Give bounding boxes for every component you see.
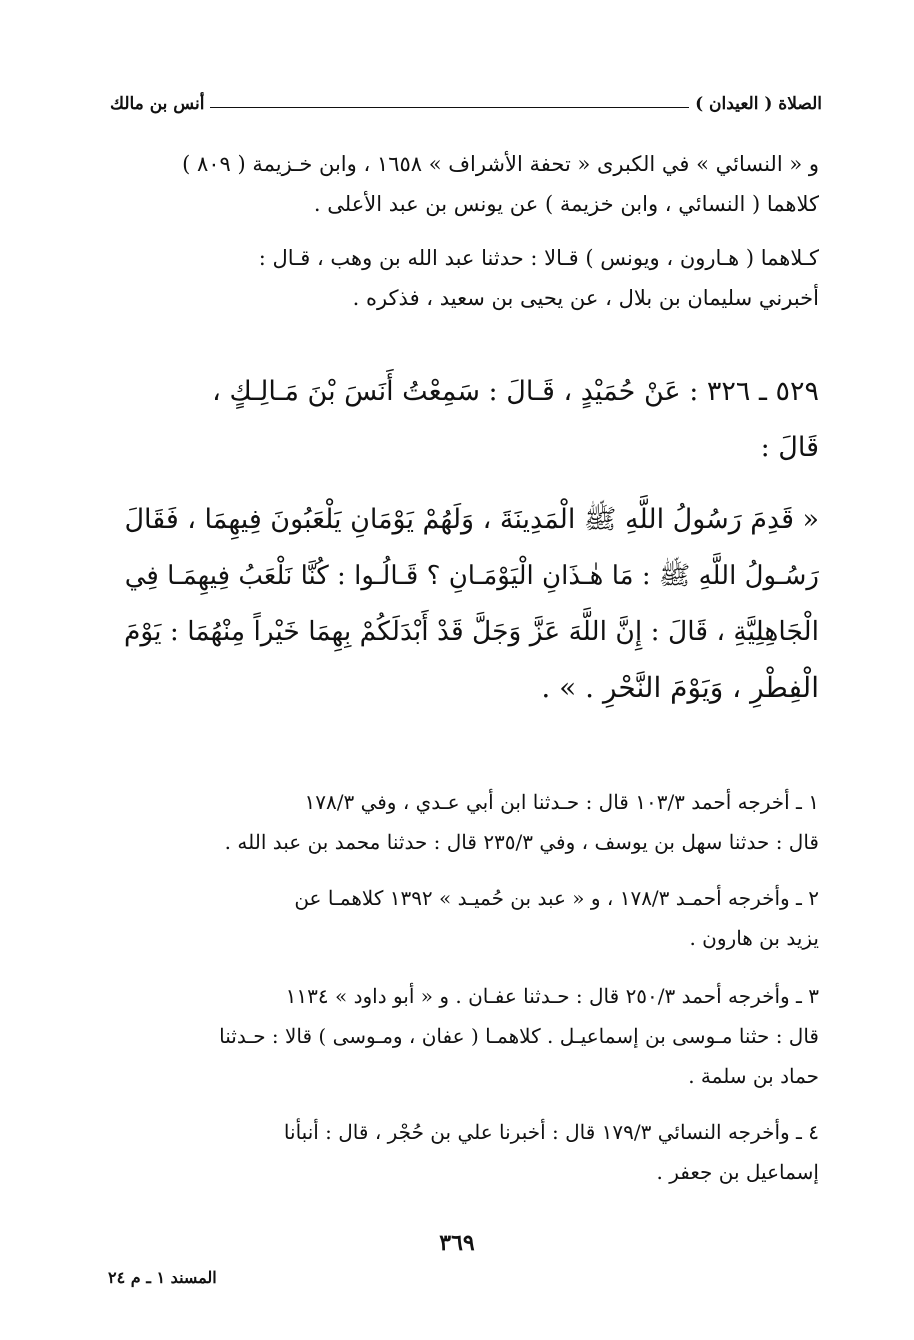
text-line: و « النسائي » في الكبرى « تحفة الأشراف » ١٦٥٨ ، وابن خـزيمة ( ٨٠٩ ) [182,152,819,176]
takhrij-note-3 [110,976,819,1096]
musnad-section-title: أنس بن مالك [110,94,205,114]
note-line: إسماعيل بن جعفر . [656,1160,819,1184]
hadith-heading-line: ٥٢٩ ـ ٣٢٦ : عَنْ حُمَيْدٍ ، قَـالَ : سَمِعْتُ أَنَسَ بْنَ مَـالِـكٍ ، [212,376,819,407]
text-line: أخبرني سليمان بن بلال ، عن يحيى بن سعيد ، فذكره . [352,286,819,310]
note-line: ١ ـ أخرجه أحمد ١٠٣/٣ قال : حـدثنا ابن أبي عـدي ، وفي ١٧٨/٣ [304,790,819,814]
note-line: قال : حثنا مـوسى بن إسماعيـل . كلاهمـا ( عفان ، ومـوسى ) قالا : حـدثنا [219,1024,819,1048]
hadith-text [110,492,819,716]
note-line: حماد بن سلمة . [688,1064,819,1088]
hadith-text-line: الْفِطْرِ ، وَيَوْمَ النَّحْرِ . » . [541,671,819,704]
note-line: ٢ ـ وأخرجه أحمـد ١٧٨/٣ ، و « عبد بن حُميـد » ١٣٩٢ كلاهمـا عن [294,886,819,910]
hadith-heading-line: قَالَ : [760,432,819,463]
page-number: ٣٦٩ [439,1230,475,1256]
printer-signature: المسند ١ ـ م ٢٤ [108,1268,217,1287]
running-header [110,88,822,114]
hadith-text-line: رَسُـولُ اللَّهِ ﷺ : مَا هٰـذَانِ الْيَوْمَـانِ ؟ قَـالُـوا : كُنَّا نَلْعَبُ فِيهِمَـا فِي [124,561,819,591]
hadith-heading [110,364,819,476]
takhrij-note-1 [110,782,819,862]
takhrij-note-4 [110,1112,819,1192]
text-line: كـلاهما ( هـارون ، ويونس ) قـالا : حدثنا عبد الله بن وهب ، قـال : [258,246,819,270]
note-line: ٤ ـ وأخرجه النسائي ١٧٩/٣ قال : أخبرنا علي بن حُجْر ، قال : أنبأنا [283,1120,819,1144]
text-line: كلاهما ( النسائي ، وابن خزيمة ) عن يونس بن عبد الأعلى . [313,192,819,216]
takhrij-note-2 [110,878,819,958]
source-paragraph-2 [110,238,819,318]
hadith-text-line: « قَدِمَ رَسُولُ اللَّهِ ﷺ الْمَدِينَةَ ، وَلَهُمْ يَوْمَانِ يَلْعَبُونَ فِيهِمَا ، فَقَالَ [124,504,819,535]
header-rule [210,107,689,108]
note-line: قال : حدثنا سهل بن يوسف ، وفي ٢٣٥/٣ قال : حدثنا محمد بن عبد الله . [224,830,819,854]
hadith-text-line: الْجَاهِلِيَّةِ ، قَالَ : إِنَّ اللَّهَ عَزَّ وَجَلَّ قَدْ أَبْدَلَكُمْ بِهِمَا خَيْراً مِنْهُمَا : يَوْمَ [123,616,819,647]
note-line: ٣ ـ وأخرجه أحمد ٢٥٠/٣ قال : حـدثنا عفـان . و « أبو داود » ١١٣٤ [285,984,819,1008]
note-line: يزيد بن هارون . [689,926,819,950]
source-paragraph-1 [110,144,819,224]
chapter-title: الصلاة ( العيدان ) [695,94,822,114]
